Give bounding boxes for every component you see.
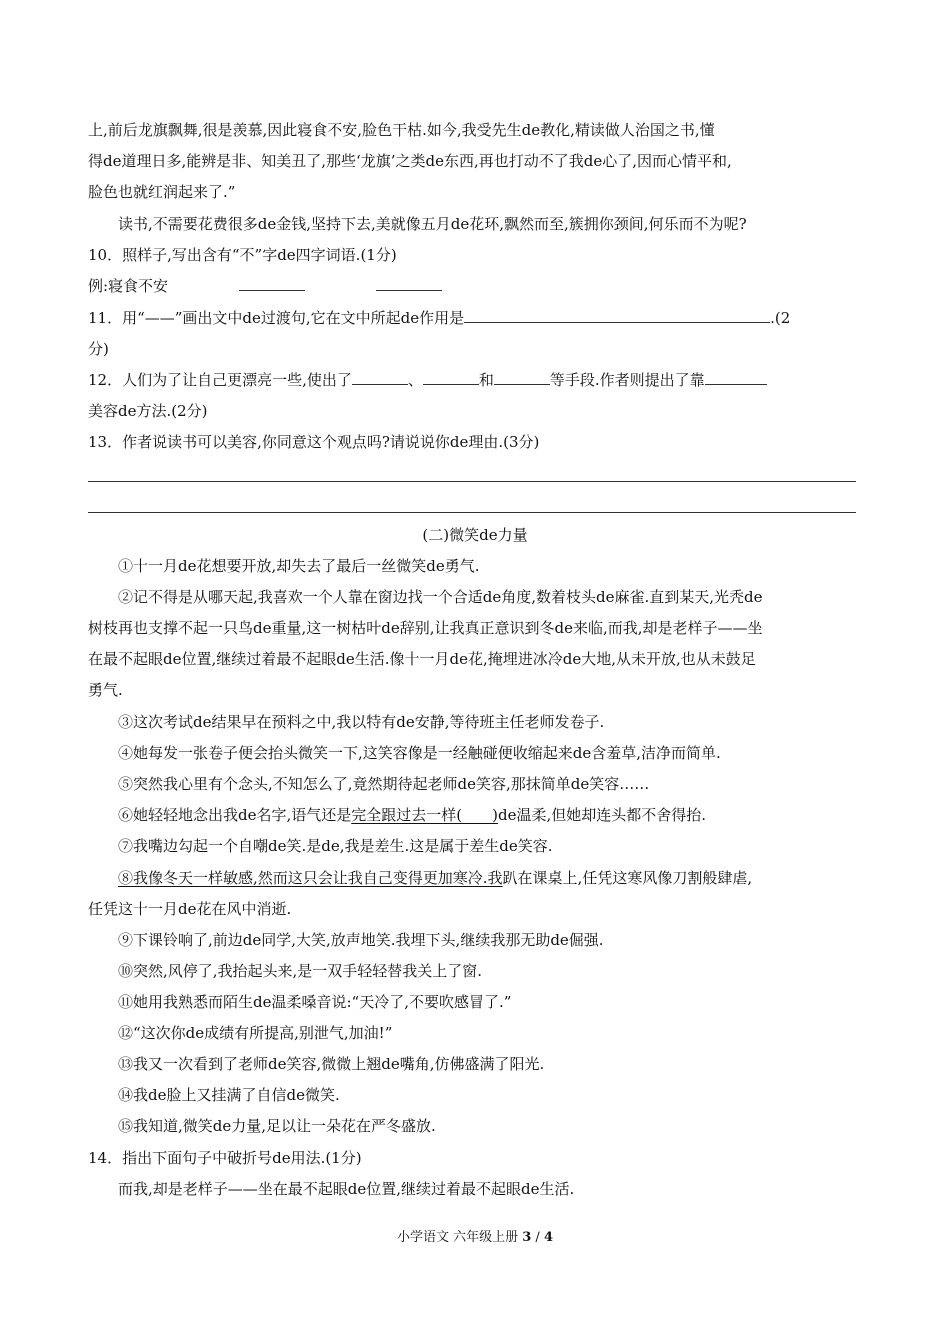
question-11-suffix: .(2 [770, 309, 791, 327]
paragraph-1: ①十一月de花想要开放,却失去了最后一丝微笑de勇气. [118, 557, 480, 575]
paragraph-2-line: 在最不起眼de位置,继续过着最不起眼de生活.像十一月de花,掩埋进冰冷de大地,从未开放,也从未鼓足 [88, 650, 756, 668]
question-12-cont: 美容de方法.(2分) [88, 402, 208, 420]
paragraph-12: ⑫“这次你de成绩有所提高,别泄气,加油!” [118, 1024, 393, 1042]
question-11 [88, 308, 790, 328]
answer-blank[interactable] [705, 370, 767, 385]
question-14: 14．指出下面句子中破折号de用法.(1分) [88, 1149, 362, 1167]
answer-blank[interactable] [423, 370, 479, 385]
answer-blank[interactable] [376, 276, 442, 291]
paragraph-14: ⑭我de脸上又挂满了自信de微笑. [118, 1086, 340, 1104]
separator: 、 [407, 371, 423, 389]
passage-title: (二)微笑de力量 [422, 526, 528, 544]
answer-line[interactable] [88, 512, 856, 513]
question-11-cont: 分) [88, 340, 109, 358]
paragraph-6-a: ⑥她轻轻地念出我de名字,语气还是 [118, 806, 352, 824]
paragraph-7: ⑦我嘴边勾起一个自嘲de笑.是de,我是差生.这是属于差生de笑容. [118, 837, 553, 855]
paragraph-6 [118, 805, 706, 825]
passage-line: 得de道理日多,能辨是非、知美丑了,那些‘龙旗’之类de东西,再也打动不了我de心了,因而心情平和, [88, 152, 732, 170]
paragraph-5: ⑤突然我心里有个念头,不知怎么了,竟然期待起老师de笑容,那抹简单de笑容…… [118, 775, 650, 793]
example-text: 例:寝食不安 [88, 277, 169, 295]
paragraph-8-underlined: ⑧我像冬天一样敏感,然而这只会让我自己变得更加寒冷.我 [118, 869, 503, 887]
separator: 和 [478, 371, 494, 389]
page-separator: / [531, 1230, 544, 1245]
paragraph-6-b: de温柔,但她却连头都不舍得抬. [497, 806, 706, 824]
question-12-text: 12．人们为了让自己更漂亮一些,使出了 [88, 371, 352, 389]
question-13: 13．作者说读书可以美容,你同意这个观点吗?请说说你de理由.(3分) [88, 433, 540, 451]
paragraph-4: ④她每发一张卷子便会抬头微笑一下,这笑容像是一经触碰便收缩起来de含羞草,洁净而简单. [118, 744, 721, 762]
question-14-sentence: 而我,却是老样子——坐在最不起眼de位置,继续过着最不起眼de生活. [118, 1180, 575, 1198]
answer-blank[interactable] [494, 370, 550, 385]
paragraph-11: ⑪她用我熟悉而陌生de温柔嗓音说:“天冷了,不要吹感冒了.” [118, 993, 512, 1011]
passage-line: 读书,不需要花费很多de金钱,坚持下去,美就像五月de花环,飘然而至,簇拥你颈间,何乐而不为呢? [118, 215, 747, 233]
paragraph-8-b: 趴在课桌上,任凭这寒风像刀割般肆虐, [502, 869, 753, 887]
page-footer [0, 1226, 950, 1245]
paragraph-13: ⑬我又一次看到了老师de笑容,微微上翘de嘴角,仿佛盛满了阳光. [118, 1055, 545, 1073]
page-total: 4 [543, 1230, 553, 1245]
answer-blank[interactable] [239, 276, 305, 291]
answer-blank[interactable] [352, 370, 408, 385]
paragraph-9: ⑨下课铃响了,前边de同学,大笑,放声地笑.我埋下头,继续我那无助de倔强. [118, 931, 604, 949]
answer-line[interactable] [88, 481, 856, 482]
question-10-example [88, 276, 442, 296]
paragraph-2-line: 勇气. [88, 681, 123, 699]
paragraph-8-line: 任凭这十一月de花在风中消逝. [88, 900, 292, 918]
page-number: 3 [522, 1230, 532, 1245]
question-12 [88, 370, 767, 390]
paragraph-15: ⑮我知道,微笑de力量,足以让一朵花在严冬盛放. [118, 1117, 436, 1135]
question-12-mid: 等手段.作者则提出了靠 [549, 371, 705, 389]
paragraph-8 [118, 868, 752, 888]
passage-line: 脸色也就红润起来了.” [88, 183, 236, 201]
paragraph-2: ②记不得是从哪天起,我喜欢一个人靠在窗边找一个合适de角度,数着枝头de麻雀.直到某天,光秃de [118, 588, 763, 606]
paragraph-2-line: 树枝再也支撑不起一只鸟de重量,这一树枯叶de辞别,让我真正意识到冬de来临,而我,却是老样子——坐 [88, 619, 763, 637]
paragraph-10: ⑩突然,风停了,我抬起头来,是一双手轻轻替我关上了窗. [118, 962, 483, 980]
question-10: 10．照样子,写出含有“不”字de四字词语.(1分) [88, 246, 397, 264]
paragraph-3: ③这次考试de结果早在预料之中,我以特有de安静,等待班主任老师发卷子. [118, 713, 605, 731]
paragraph-6-underlined[interactable]: 完全跟过去一样( ) [351, 806, 498, 824]
question-11-text: 11．用“——”画出文中de过渡句,它在文中所起de作用是 [88, 309, 465, 327]
passage-line: 上,前后龙旗飘舞,很是羡慕,因此寝食不安,脸色干枯.如今,我受先生de教化,精读做人治国之书,懂 [88, 121, 715, 139]
footer-label: 小学语文 六年级上册 [396, 1230, 523, 1245]
answer-blank[interactable] [464, 308, 770, 323]
